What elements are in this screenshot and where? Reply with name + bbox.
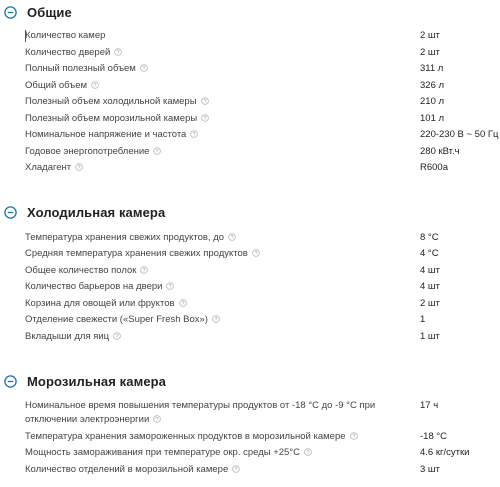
spec-label: Температура хранения свежих продуктов, до <box>25 231 225 243</box>
spec-value: 326 л <box>420 79 445 91</box>
spec-value: 2 шт <box>420 297 440 309</box>
question-circle-icon[interactable] <box>153 147 161 155</box>
spec-value: 1 <box>420 314 426 325</box>
spec-value: 220-230 В ~ 50 Гц <box>420 129 499 140</box>
minus-circle-icon[interactable] <box>4 6 17 19</box>
spec-value: R600a <box>420 162 448 173</box>
section-title: Общие <box>27 4 72 20</box>
spec-label: Мощность замораживания при температуре окр. среды +25°C <box>25 447 301 458</box>
question-circle-icon[interactable] <box>179 299 187 307</box>
question-circle-icon[interactable] <box>252 249 260 257</box>
spec-value: 3 шт <box>420 463 440 475</box>
question-circle-icon[interactable] <box>212 315 220 323</box>
spec-value: 101 л <box>420 112 445 124</box>
spec-value: 2 шт <box>420 46 440 58</box>
spec-label: Номинальное время повышения температуры продуктов от -18 °C до -9 °C при отключении электроэнергии <box>25 399 376 425</box>
spec-label: Полезный объем холодильной камеры <box>25 96 197 107</box>
question-circle-icon[interactable] <box>232 465 240 473</box>
question-circle-icon[interactable] <box>201 97 209 105</box>
spec-label: Полный полезный объем <box>25 63 136 74</box>
question-circle-icon[interactable] <box>201 114 209 122</box>
section-title: Холодильная камера <box>27 204 166 220</box>
spec-value: 311 л <box>420 63 444 74</box>
minus-circle-icon[interactable] <box>4 375 17 388</box>
spec-label: Средняя температура хранения свежих продуктов <box>25 248 248 259</box>
spec-label: Количество камер <box>25 30 106 41</box>
spec-label: Общий объем <box>25 79 88 91</box>
spec-label: Вкладыши для яиц <box>25 330 110 342</box>
question-circle-icon[interactable] <box>304 448 312 456</box>
question-circle-icon[interactable] <box>75 163 83 171</box>
question-circle-icon[interactable] <box>190 130 198 138</box>
spec-value: 8 °C <box>420 231 439 243</box>
section-header-fridge[interactable] <box>4 203 165 221</box>
minus-circle-icon[interactable] <box>4 206 17 219</box>
spec-value: 4 шт <box>420 281 440 292</box>
spec-label: Номинальное напряжение и частота <box>25 129 187 140</box>
spec-label: Температура хранения замороженных продуктов в морозильной камере <box>25 430 346 442</box>
spec-label: Годовое энергопотребление <box>25 145 150 157</box>
question-circle-icon[interactable] <box>91 81 99 89</box>
section-header-general[interactable] <box>4 3 72 21</box>
spec-value: 4.6 кг/сутки <box>420 447 470 458</box>
question-circle-icon[interactable] <box>166 282 174 290</box>
section-header-freezer[interactable] <box>4 372 166 390</box>
spec-label: Общее количество полок <box>25 264 137 276</box>
question-circle-icon[interactable] <box>140 64 148 72</box>
spec-label: Корзина для овощей или фруктов <box>25 297 175 309</box>
question-circle-icon[interactable] <box>140 266 148 274</box>
spec-value: 4 °C <box>420 248 439 259</box>
spec-value: 1 шт <box>420 330 440 342</box>
question-circle-icon[interactable] <box>114 48 122 56</box>
spec-value: 17 ч <box>420 399 439 411</box>
spec-label: Количество барьеров на двери <box>25 281 163 292</box>
spec-label: Полезный объем морозильной камеры <box>25 112 198 124</box>
question-circle-icon[interactable] <box>113 332 121 340</box>
spec-label: Количество дверей <box>25 46 111 58</box>
section-title: Морозильная камера <box>27 373 167 389</box>
question-circle-icon[interactable] <box>153 415 161 423</box>
spec-label: Отделение свежести («Super Fresh Box») <box>25 314 208 325</box>
spec-value: -18 °C <box>420 430 448 442</box>
spec-label: Количество отделений в морозильной камере <box>25 463 229 475</box>
spec-label: Хладагент <box>25 162 72 173</box>
question-circle-icon[interactable] <box>228 233 236 241</box>
spec-value: 4 шт <box>420 264 440 276</box>
spec-value: 280 кВт.ч <box>420 145 460 157</box>
question-circle-icon[interactable] <box>350 432 358 440</box>
spec-value: 210 л <box>420 96 445 107</box>
spec-value: 2 шт <box>420 30 440 41</box>
